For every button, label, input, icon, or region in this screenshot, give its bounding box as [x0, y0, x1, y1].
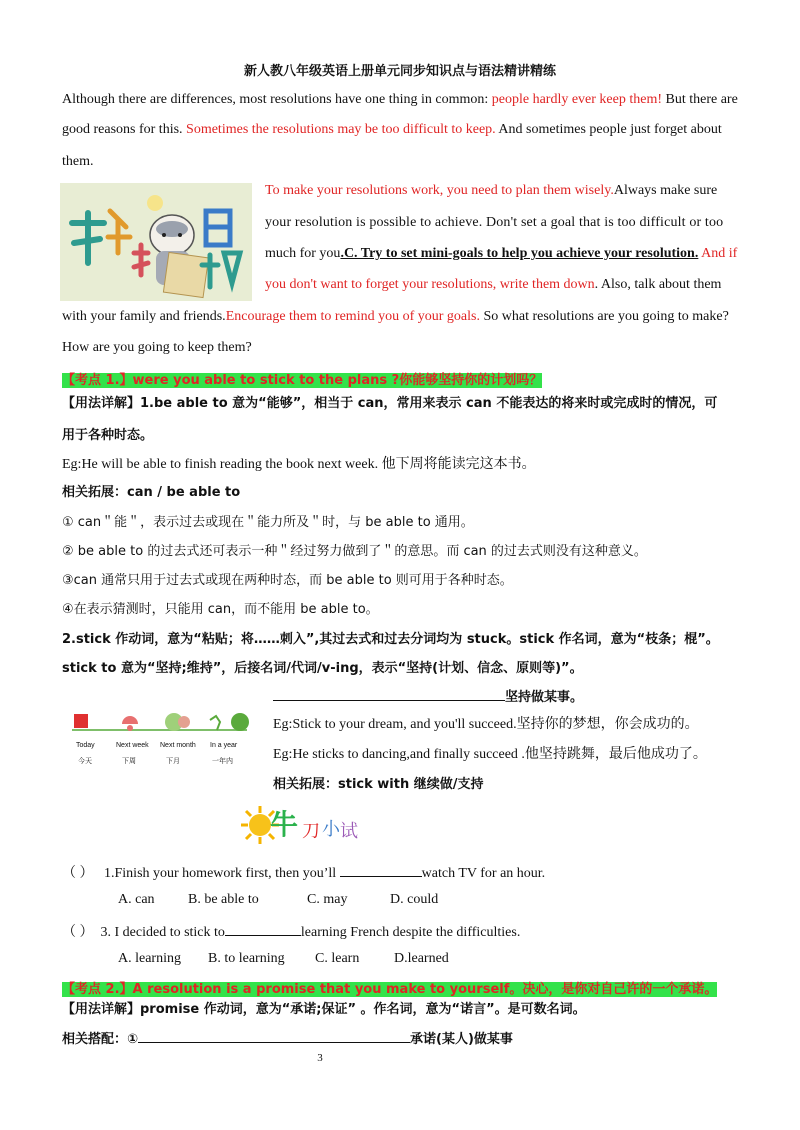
text: 。决心，是你对自己许的一个承诺。 — [509, 982, 718, 997]
text: 坚持做某事。 — [505, 690, 584, 705]
point1-usage-line1: 【用法详解】1.be able to 意为“能够”，相当于 can，常用来表示 can 不能表达的将来时或完成时的情况，可 — [62, 396, 718, 411]
goal-illustration — [60, 183, 252, 301]
text: So what resolutions are you going to make? — [479, 309, 729, 324]
answer-blank[interactable] — [138, 1030, 410, 1043]
point1-extension-3: ③can 通常只用于过去式或现在两种时态，而 be able to 则可用于各种时态。 — [62, 573, 513, 588]
text: 3. I decided to stick to — [100, 925, 225, 940]
point1-extension-4: ④在表示猜测时，只能用 can，而不能用 be able to。 — [62, 602, 379, 617]
text-red: Encourage them to remind you of your goals. — [225, 309, 480, 324]
answer-paren[interactable]: （ ） — [62, 925, 94, 940]
text: Although there are differences, most resolutions have one thing in common: — [62, 92, 492, 107]
question-3 — [62, 921, 520, 941]
text: 相关搭配：① — [62, 1032, 139, 1047]
text: But there are — [662, 92, 738, 107]
highlight-title: 【考点 1.】were you able to stick to the plans ?你能够坚持你的计划吗？ — [62, 373, 543, 388]
q1-option-a[interactable]: A. can — [118, 892, 155, 907]
stick-example-2: Eg:He sticks to dancing,and finally succeed .他坚持跳舞，最后他成功了。 — [273, 747, 707, 762]
timeline-cn-2: 下月 — [166, 757, 180, 765]
page-header: 新人教八年级英语上册单元同步知识点与语法精讲精练 — [243, 64, 556, 79]
q3-option-b[interactable]: B. to learning — [208, 951, 285, 966]
para2-line6: How are you going to keep them? — [62, 340, 252, 355]
text-red: And if — [698, 246, 738, 261]
timeline-cn-0: 今天 — [78, 757, 92, 765]
para2-line1 — [265, 183, 717, 199]
q3-option-a[interactable]: A. learning — [118, 951, 181, 966]
answer-blank[interactable] — [340, 864, 422, 877]
point2-title — [62, 978, 717, 997]
stick-usage-line2: stick to 意为“坚持;维持”，后接名词/代词/v-ing，表示“坚持(计划、信念、原则等)”。 — [62, 661, 583, 676]
highlight-title — [62, 982, 717, 997]
stick-blank-line — [273, 686, 583, 705]
text: 1.Finish your homework first, then you’ll — [104, 866, 340, 881]
stick-usage-line1: 2.stick 作动词，意为“粘贴；将……刺入”,其过去式和过去分词均为 stuck。stick 作名词，意为“枝条；棍”。 — [62, 632, 719, 647]
stick-extension: 相关拓展：stick with 继续做/支持 — [273, 777, 484, 792]
question-1 — [62, 862, 545, 882]
timeline-label-3: In a year — [210, 742, 238, 749]
text: watch TV for an hour. — [421, 866, 546, 881]
para2-line3 — [265, 246, 737, 262]
point2-collocation — [62, 1028, 513, 1047]
para1-line1 — [62, 92, 738, 108]
point1-example: Eg:He will be able to finish reading the book next week. 他下周将能读完这本书。 — [62, 457, 536, 472]
para2-line5 — [62, 309, 729, 325]
point1-title — [62, 369, 542, 388]
banner-char-2: 刀 — [302, 821, 320, 842]
q1-option-d[interactable]: D. could — [390, 892, 439, 907]
text: with your family and friends. — [62, 309, 226, 324]
text: good reasons for this. — [62, 122, 187, 137]
point1-extension-title: 相关拓展：can / be able to — [62, 485, 241, 500]
text: 承诺(某人)做某事 — [410, 1032, 513, 1047]
point1-usage-line2: 用于各种时态。 — [62, 428, 154, 443]
point1-extension-2: ② be able to 的过去式还可表示一种＂经过努力做到了＂的意思。而 can 的过去式则没有这种意义。 — [62, 544, 647, 559]
text-bold-underline: .C. Try to set mini-goals to help you achieve your resolution. — [340, 246, 699, 261]
timeline-label-2: Next month — [160, 742, 196, 749]
q3-option-c[interactable]: C. learn — [315, 951, 360, 966]
para1-line2 — [62, 122, 722, 138]
text: And sometimes people just forget about — [495, 122, 722, 137]
point2-usage: 【用法详解】promise 作动词，意为“承诺;保证” 。作名词，意为“诺言”。是可数名词。 — [62, 1002, 586, 1017]
point1-extension-1: ① can＂能＂，表示过去或现在＂能力所及＂时，与 be able to 通用。 — [62, 515, 474, 530]
page-number: 3 — [317, 1052, 323, 1064]
text: . Also, talk about them — [594, 277, 722, 292]
timeline-cn-1: 下周 — [122, 757, 136, 765]
para2-line2: your resolution is possible to achieve. Don't set a goal that is too difficult or too — [265, 215, 724, 230]
q1-option-b[interactable]: B. be able to — [188, 892, 259, 907]
timeline-label-1: Next week — [116, 742, 149, 749]
text-red: Sometimes the resolutions may be too difficult to keep. — [186, 122, 496, 137]
text-red: To make your resolutions work, you need to plan them wisely. — [265, 183, 614, 198]
text: learning French despite the difficulties. — [300, 925, 521, 940]
para1-line3: them. — [62, 154, 94, 169]
timeline-label-0: Today — [76, 742, 95, 749]
q1-option-c[interactable]: C. may — [307, 892, 348, 907]
text: 【考点 2.】A resolution is a promise that you make to yourself — [62, 982, 510, 997]
stick-example-1: Eg:Stick to your dream, and you'll succeed.坚持你的梦想，你会成功的。 — [273, 717, 699, 732]
answer-blank[interactable] — [273, 688, 505, 701]
q3-option-d[interactable]: D.learned — [394, 951, 449, 966]
timeline-cn-3: 一年内 — [212, 757, 233, 765]
banner-char-1: 牛 — [270, 808, 299, 841]
text: Always make sure — [613, 183, 718, 198]
text: much for you — [265, 246, 341, 261]
text-red: people hardly ever keep them! — [491, 92, 663, 107]
cat-goal-drawing — [60, 183, 252, 301]
answer-paren[interactable]: （ ） — [62, 866, 94, 881]
banner-char-3: 小 — [322, 819, 340, 840]
practice-banner — [240, 803, 370, 847]
answer-blank[interactable] — [225, 923, 301, 936]
text-red: you don't want to forget your resolutions, write them down — [265, 277, 595, 292]
banner-char-4: 试 — [340, 821, 358, 842]
para2-line4 — [265, 277, 721, 293]
timeline-illustration — [62, 684, 262, 770]
